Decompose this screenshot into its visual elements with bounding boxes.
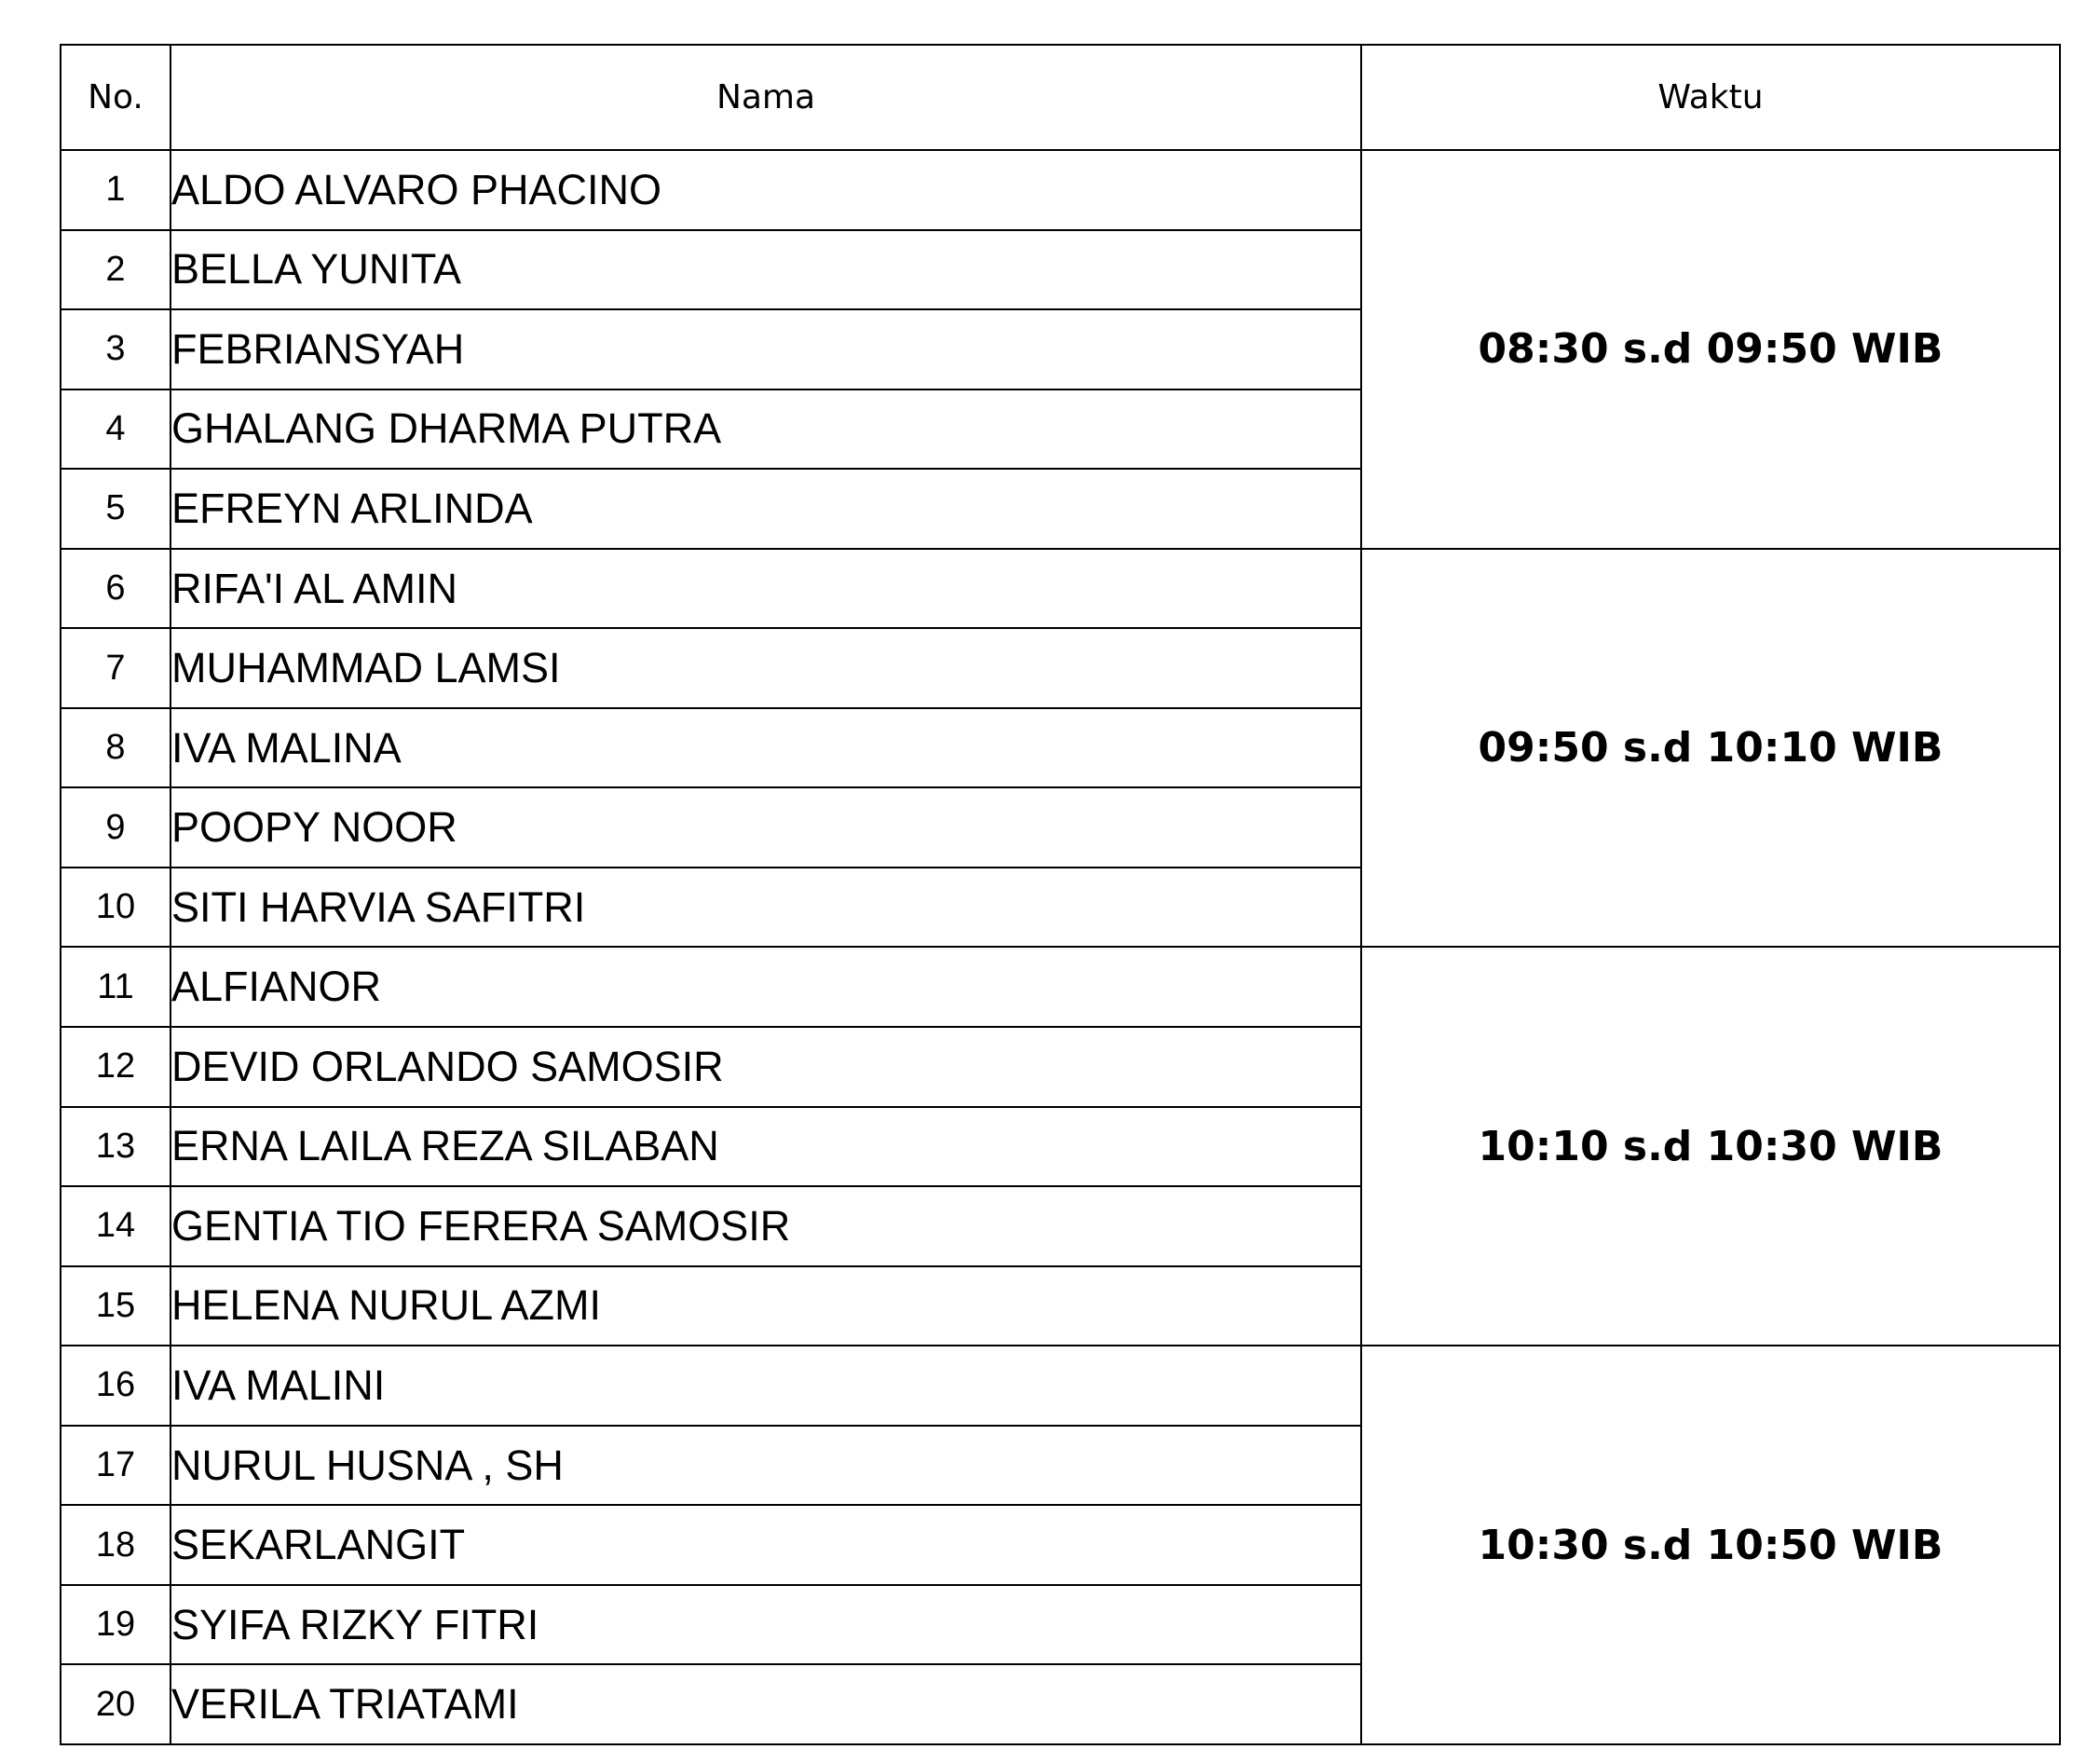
schedule-table xyxy=(60,44,2061,1745)
row-number: 20 xyxy=(61,1664,170,1744)
schedule-body xyxy=(61,150,2060,1744)
participant-name: EFREYN ARLINDA xyxy=(170,469,1361,549)
participant-name: SITI HARVIA SAFITRI xyxy=(170,868,1361,948)
row-number: 13 xyxy=(61,1107,170,1187)
row-number: 9 xyxy=(61,787,170,868)
participant-name: ERNA LAILA REZA SILABAN xyxy=(170,1107,1361,1187)
participant-name: FEBRIANSYAH xyxy=(170,309,1361,390)
row-number: 16 xyxy=(61,1346,170,1426)
row-number: 19 xyxy=(61,1585,170,1665)
participant-name: BELLA YUNITA xyxy=(170,230,1361,310)
participant-name: HELENA NURUL AZMI xyxy=(170,1266,1361,1346)
participant-name: POOPY NOOR xyxy=(170,787,1361,868)
time-slot: 10:10 s.d 10:30 WIB xyxy=(1361,947,2060,1346)
time-slot: 09:50 s.d 10:10 WIB xyxy=(1361,549,2060,948)
row-number: 15 xyxy=(61,1266,170,1346)
row-number: 8 xyxy=(61,708,170,788)
time-slot: 10:30 s.d 10:50 WIB xyxy=(1361,1346,2060,1744)
participant-name: ALDO ALVARO PHACINO xyxy=(170,150,1361,230)
row-number: 12 xyxy=(61,1027,170,1107)
header-row xyxy=(61,45,2060,150)
column-header-time: Waktu xyxy=(1361,45,2060,150)
participant-name: SYIFA RIZKY FITRI xyxy=(170,1585,1361,1665)
row-number: 10 xyxy=(61,868,170,948)
participant-name: IVA MALINI xyxy=(170,1346,1361,1426)
row-number: 5 xyxy=(61,469,170,549)
row-number: 7 xyxy=(61,628,170,708)
participant-name: IVA MALINA xyxy=(170,708,1361,788)
row-number: 14 xyxy=(61,1186,170,1266)
row-number: 17 xyxy=(61,1426,170,1506)
row-number: 1 xyxy=(61,150,170,230)
row-number: 4 xyxy=(61,390,170,470)
column-header-name: Nama xyxy=(170,45,1361,150)
participant-name: DEVID ORLANDO SAMOSIR xyxy=(170,1027,1361,1107)
row-number: 3 xyxy=(61,309,170,390)
table-row xyxy=(61,947,2060,1027)
participant-name: MUHAMMAD LAMSI xyxy=(170,628,1361,708)
row-number: 6 xyxy=(61,549,170,629)
table-row xyxy=(61,150,2060,230)
participant-name: ALFIANOR xyxy=(170,947,1361,1027)
time-slot: 08:30 s.d 09:50 WIB xyxy=(1361,150,2060,549)
row-number: 18 xyxy=(61,1505,170,1585)
participant-name: RIFA'I AL AMIN xyxy=(170,549,1361,629)
participant-name: SEKARLANGIT xyxy=(170,1505,1361,1585)
table-row xyxy=(61,549,2060,629)
participant-name: GENTIA TIO FERERA SAMOSIR xyxy=(170,1186,1361,1266)
row-number: 2 xyxy=(61,230,170,310)
column-header-no: No. xyxy=(61,45,170,150)
participant-name: VERILA TRIATAMI xyxy=(170,1664,1361,1744)
table-row xyxy=(61,1346,2060,1426)
participant-name: GHALANG DHARMA PUTRA xyxy=(170,390,1361,470)
row-number: 11 xyxy=(61,947,170,1027)
participant-name: NURUL HUSNA , SH xyxy=(170,1426,1361,1506)
